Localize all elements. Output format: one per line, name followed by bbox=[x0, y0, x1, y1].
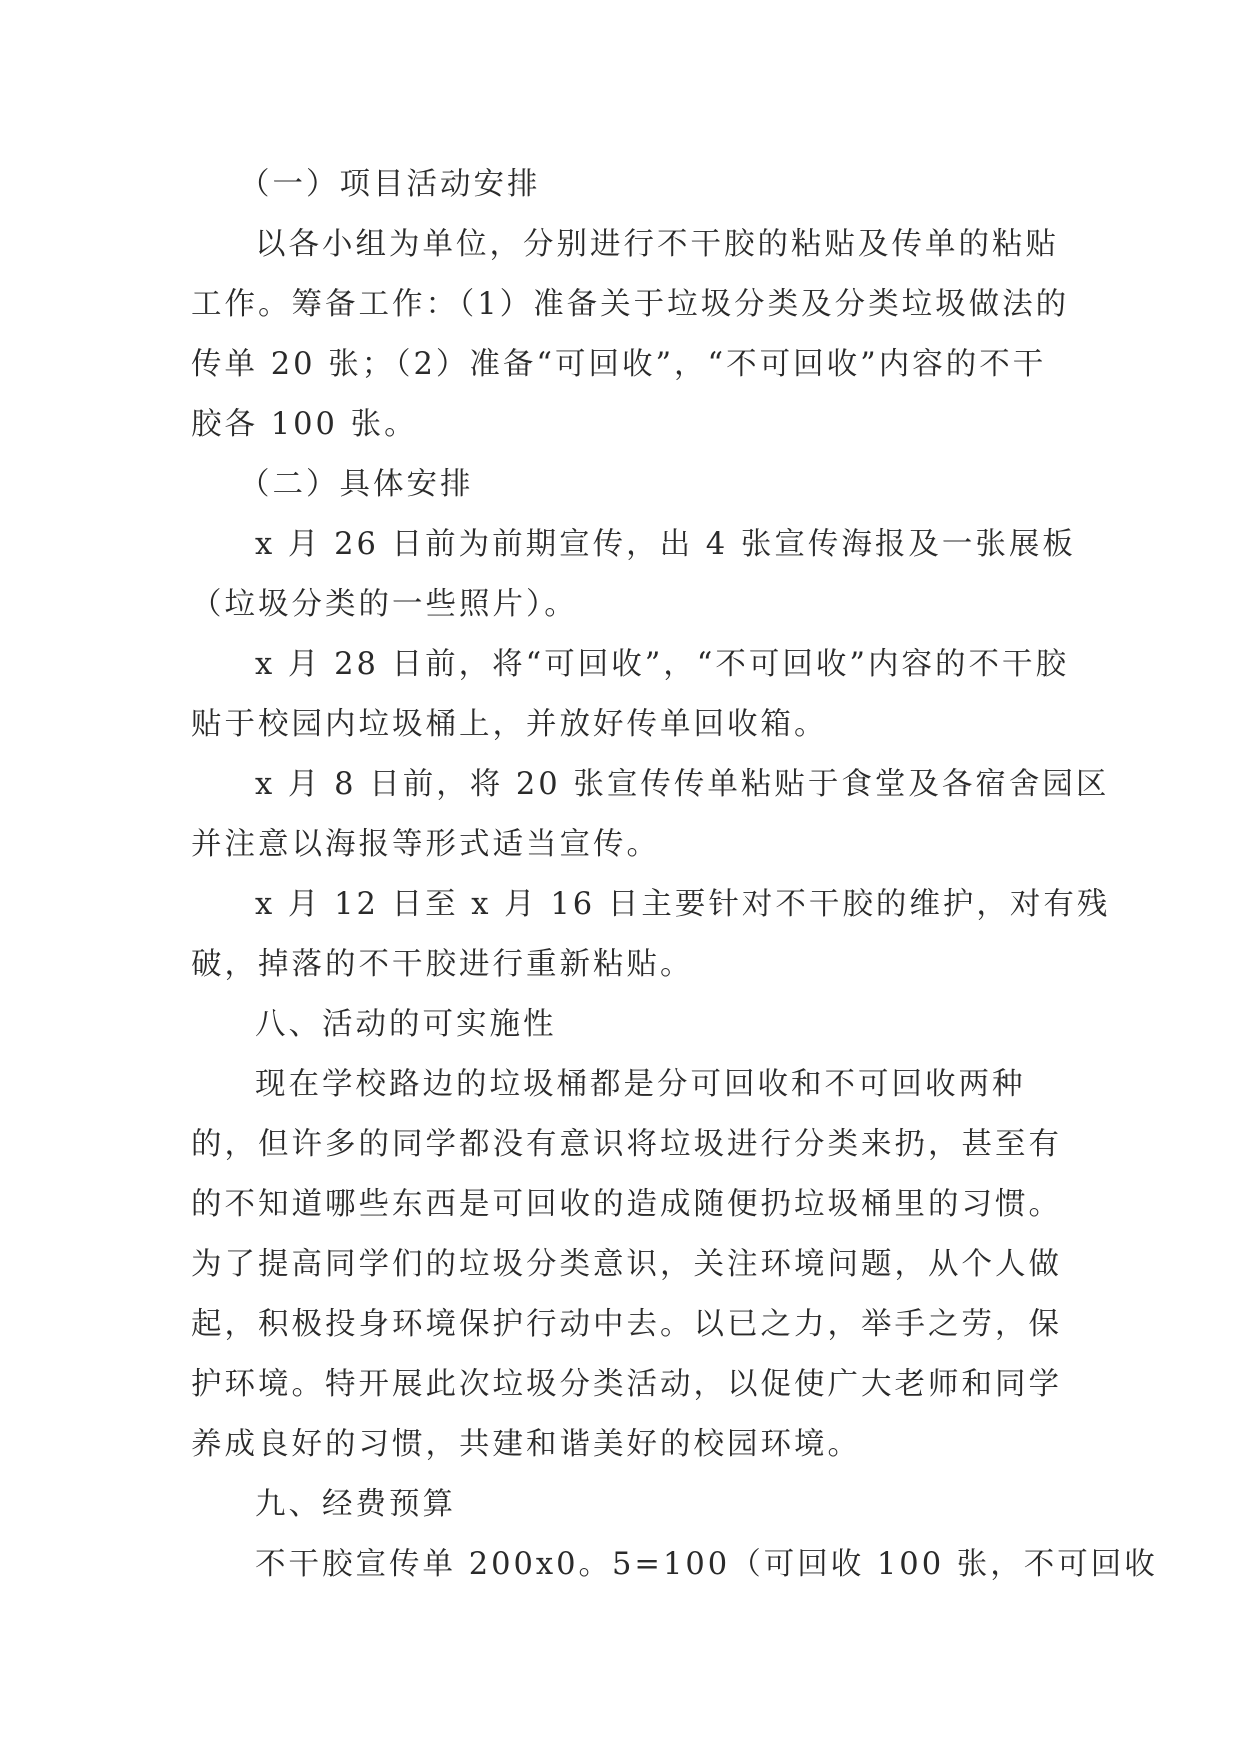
paragraph-line: 养成良好的习惯，共建和谐美好的校园环境。 bbox=[191, 1427, 861, 1462]
paragraph-line: x 月 12 日至 x 月 16 日主要针对不干胶的维护，对有残 bbox=[255, 887, 1111, 922]
paragraph-line: 以各小组为单位，分别进行不干胶的粘贴及传单的粘贴 bbox=[255, 227, 1059, 262]
paragraph-line: 并注意以海报等形式适当宣传。 bbox=[191, 827, 660, 862]
paragraph-line: 工作。筹备工作：（1）准备关于垃圾分类及分类垃圾做法的 bbox=[191, 287, 1070, 322]
paragraph-line: 护环境。特开展此次垃圾分类活动，以促使广大老师和同学 bbox=[191, 1367, 1062, 1402]
paragraph-line: x 月 26 日前为前期宣传，出 4 张宣传海报及一张展板 bbox=[255, 527, 1076, 562]
section-heading-project-activities: （一）项目活动安排 bbox=[239, 167, 541, 202]
paragraph-line: 胶各 100 张。 bbox=[191, 407, 418, 442]
paragraph-line: x 月 28 日前，将“可回收”，“不可回收”内容的不干胶 bbox=[255, 647, 1069, 682]
paragraph-line: x 月 8 日前，将 20 张宣传传单粘贴于食堂及各宿舍园区 bbox=[255, 767, 1110, 802]
paragraph-line: 贴于校园内垃圾桶上，并放好传单回收箱。 bbox=[191, 707, 828, 742]
paragraph-line: 破，掉落的不干胶进行重新粘贴。 bbox=[191, 947, 694, 982]
paragraph-line: 不干胶宣传单 200x0。5=100（可回收 100 张，不可回收 bbox=[255, 1547, 1158, 1582]
section-heading-budget: 九、经费预算 bbox=[255, 1487, 456, 1522]
paragraph-line: （垃圾分类的一些照片）。 bbox=[191, 587, 578, 622]
paragraph-line: 现在学校路边的垃圾桶都是分可回收和不可回收两种 bbox=[255, 1067, 1026, 1102]
paragraph-line: 起，积极投身环境保护行动中去。以已之力，举手之劳，保 bbox=[191, 1307, 1062, 1342]
section-heading-feasibility: 八、活动的可实施性 bbox=[255, 1007, 557, 1042]
paragraph-line: 的，但许多的同学都没有意识将垃圾进行分类来扔，甚至有 bbox=[191, 1127, 1062, 1162]
section-heading-specific-arrangements: （二）具体安排 bbox=[239, 467, 474, 502]
paragraph-line: 传单 20 张；（2）准备“可回收”，“不可回收”内容的不干 bbox=[191, 347, 1047, 382]
paragraph-line: 为了提高同学们的垃圾分类意识，关注环境问题，从个人做 bbox=[191, 1247, 1062, 1282]
document-body bbox=[191, 155, 1158, 1595]
paragraph-line: 的不知道哪些东西是可回收的造成随便扔垃圾桶里的习惯。 bbox=[191, 1187, 1062, 1222]
